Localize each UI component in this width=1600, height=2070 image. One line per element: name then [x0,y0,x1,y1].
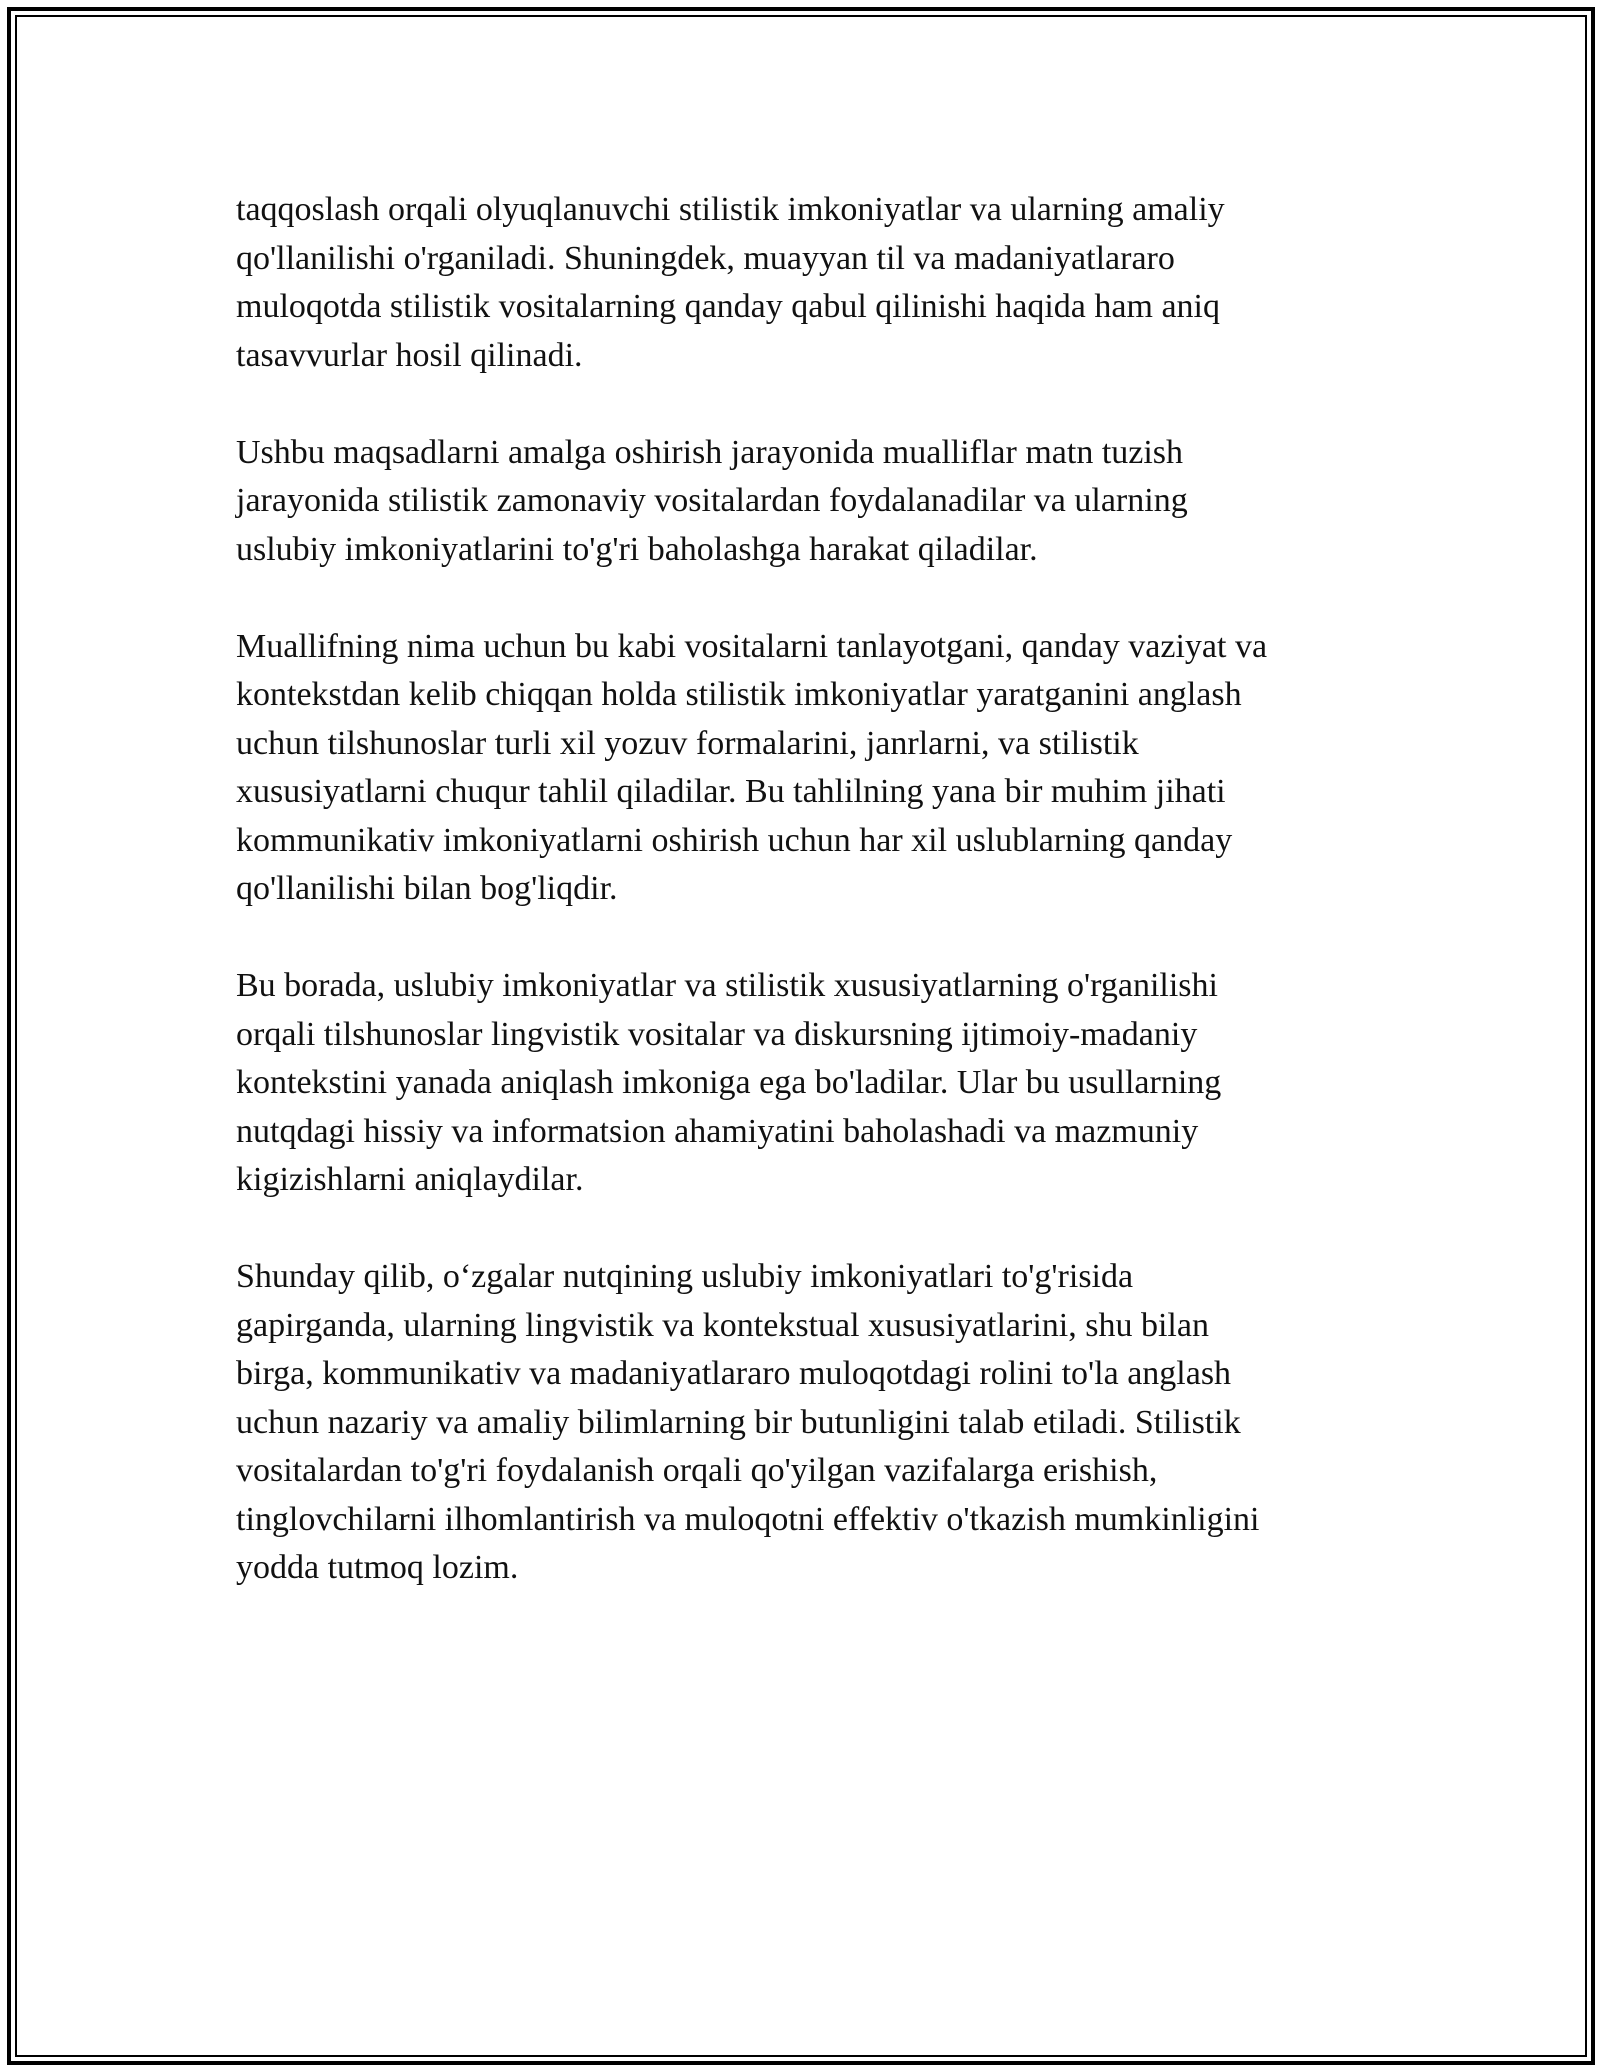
paragraph-3: Muallifning nima uchun bu kabi vositalarni tanlayotgani, qanday vaziyat va kontekstdan kelib chiqqan holda stilistik imkoniyatlar yaratganini anglash uchun tilshunoslar turli xil yozuv formalarini, janrlarni, va stilistik xususiyatlarni chuqur tahlil qiladilar. Bu tahlilning yana bir muhim jihati kommunikativ imkoniyatlarni oshirish uchun har xil uslublarning qanday qo'llanilishi bilan bog'liqdir. [236,627,1268,907]
paragraph-4: Bu borada, uslubiy imkoniyatlar va stilistik xususiyatlarning o'rganilishi orqali tilshunoslar lingvistik vositalar va diskursning ijtimoiy-madaniy kontekstini yanada aniqlash imkoniga ega bo'ladilar. Ular bu usullarning nutqdagi hissiy va informatsion ahamiyatini baholashadi va mazmuniy kigizishlarni aniqlaydilar. [236,967,1222,1198]
document-body [236,186,1366,1641]
paragraph-2: Ushbu maqsadlarni amalga oshirish jarayonida mualliflar matn tuzish jarayonida stilistik zamonaviy vositalardan foydalanadilar va ularning uslubiy imkoniyatlarini to'g'ri baholashga harakat qiladilar. [236,433,1188,568]
paragraph-1: taqqoslash orqali olyuqlanuvchi stilistik imkoniyatlar va ularning amaliy qo'llanilishi o'rganiladi. Shuningdek, muayyan til va madaniyatlararo muloqotda stilistik vositalarning qanday qabul qilinishi haqida ham aniq tasavvurlar hosil qilinadi. [236,191,1225,374]
paragraph-5: Shunday qilib, o‘zgalar nutqining uslubiy imkoniyatlari to'g'risida gapirganda, ularning lingvistik va kontekstual xususiyatlarini, shu bilan birga, kommunikativ va madaniyatlararo muloqotdagi rolini to'la anglash uchun nazariy va amaliy bilimlarning bir butunligini talab etiladi. Stilistik vositalardan to'g'ri foydalanish orqali qo'yilgan vazifalarga erishish, tinglovchilarni ilhomlantirish va muloqotni effektiv o'tkazish mumkinligini yodda tutmoq lozim. [236,1258,1260,1586]
